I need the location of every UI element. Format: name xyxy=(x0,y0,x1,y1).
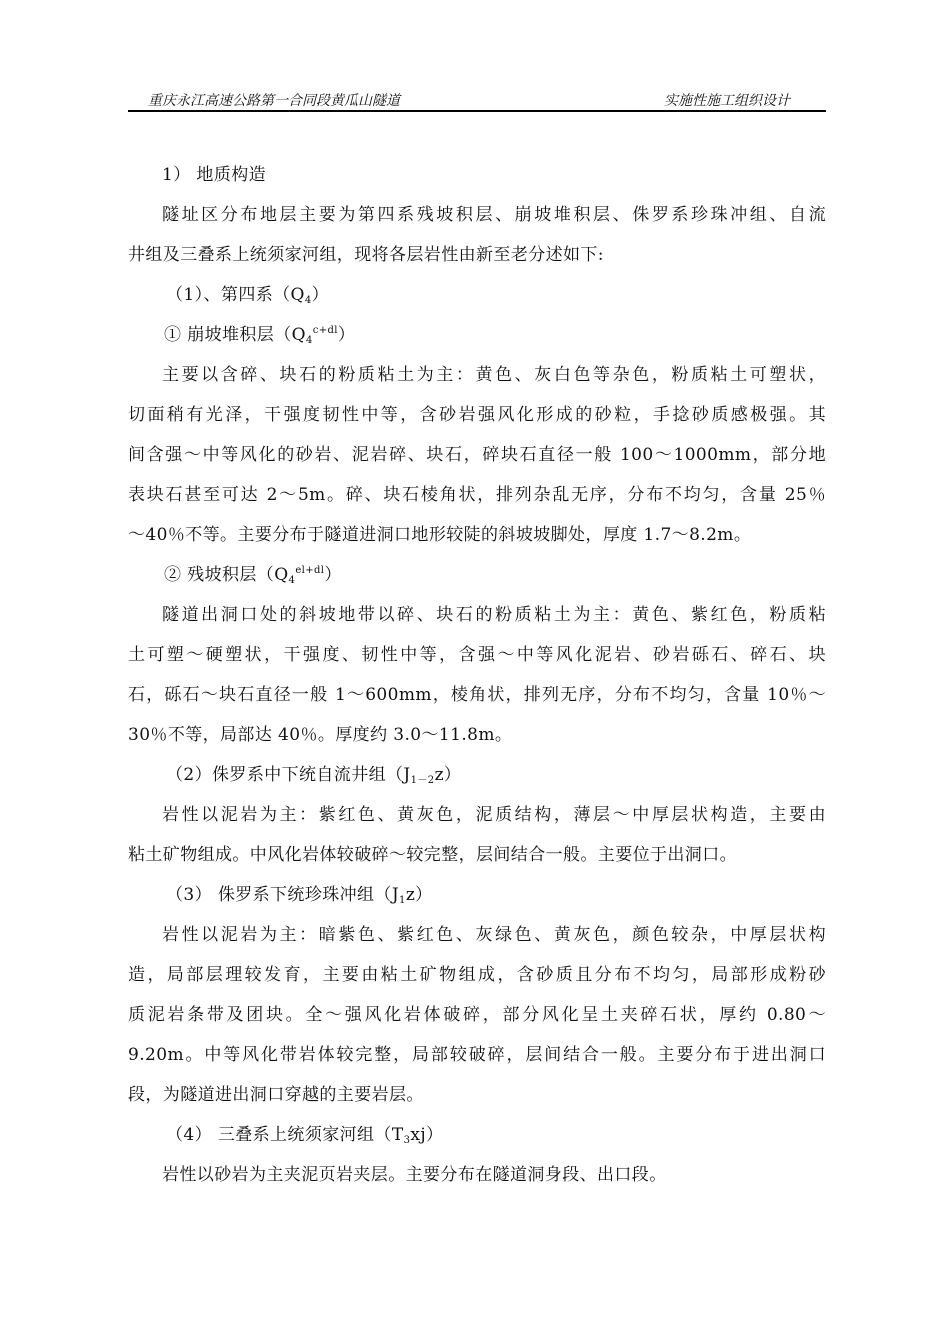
paragraph-line: 切面稍有光泽，干强度韧性中等，含砂岩强风化形成的砂粒，手捻砂质感极强。其 xyxy=(128,405,826,425)
paragraph-line: 间含强～中等风化的砂岩、泥岩碎、块石，碎块石直径一般 100～1000mm，部分地 xyxy=(128,445,826,465)
subsection-eluvium: ② 残坡积层$(Q_4^{el+dl})$ xyxy=(164,565,342,586)
paragraph-line: 30％不等，局部达 40％。厚度约 3.0～11.8m。 xyxy=(128,725,513,745)
paragraph-line: 岩性以泥岩为主：暗紫色、紫红色、灰绿色、黄灰色，颜色较杂，中厚层状构 xyxy=(162,925,826,945)
paragraph-line: 主要以含碎、块石的粉质粘土为主：黄色、灰白色等杂色，粉质粘土可塑状， xyxy=(162,365,826,385)
paragraph-line: 土可塑～硬塑状，干强度、韧性中等，含强～中等风化泥岩、砂岩砾石、碎石、块 xyxy=(128,645,826,665)
header-document-type: 实施性施工组织设计 xyxy=(664,93,790,109)
paragraph-line: 粘土矿物组成。中风化岩体较破碎～较完整，层间结合一般。主要位于出洞口。 xyxy=(128,845,737,865)
paragraph-line: 隧道出洞口处的斜坡地带以碎、块石的粉质粘土为主：黄色、紫红色，粉质粘 xyxy=(162,605,826,625)
header-project-title: 重庆永江高速公路第一合同段黄瓜山隧道 xyxy=(148,93,400,109)
subsection-quaternary: （1）、第四系$(Q_4)$ xyxy=(166,285,330,306)
paragraph-line: 质泥岩条带及团块。全～强风化岩体破碎，部分风化呈土夹碎石状，厚约 0.80～ xyxy=(128,1005,826,1025)
paragraph-line: 石，砾石～块石直径一般 1～600mm，棱角状，排列无序，分布不均匀，含量 10％～ xyxy=(128,685,826,705)
paragraph-line: 岩性以泥岩为主：紫红色、黄灰色，泥质结构，薄层～中厚层状构造，主要由 xyxy=(162,805,826,825)
section-heading: 1） 地质构造 xyxy=(162,165,267,185)
paragraph-line: ～40％不等。主要分布于隧道进洞口地形较陡的斜坡坡脚处，厚度 1.7～8.2m。 xyxy=(128,525,752,545)
intro-line: 隧址区分布地层主要为第四系残坡积层、崩坡堆积层、侏罗系珍珠冲组、自流 xyxy=(162,205,826,225)
paragraph-line: 造，局部层理较发育，主要由粘土矿物组成，含砂质且分布不均匀，局部形成粉砂 xyxy=(128,965,826,985)
subsection-xujiahe: （4） 三叠系上统须家河组$(T_3xj)$ xyxy=(166,1125,444,1146)
page-header xyxy=(128,88,826,112)
paragraph-line: 9.20m。中等风化带岩体较完整，局部较破碎，层间结合一般。主要分布于进出洞口 xyxy=(128,1045,826,1065)
intro-line: 井组及三叠系上统须家河组，现将各层岩性由新至老分述如下: xyxy=(128,245,604,265)
paragraph-line: 表块石甚至可达 2～5m。碎、块石棱角状，排列杂乱无序，分布不均匀，含量 25％ xyxy=(128,485,826,505)
paragraph-line: 段，为隧道进出洞口穿越的主要岩层。 xyxy=(128,1085,424,1105)
subsection-ziliujing: （2）侏罗系中下统自流井组$(J_{1-2}z)$ xyxy=(166,765,462,786)
subsection-zhenzhuchong: （3） 侏罗系下统珍珠冲组$(J_1z)$ xyxy=(166,885,433,906)
subsection-colluvium: ① 崩坡堆积层$(Q_4^{c+dl})$ xyxy=(164,325,356,346)
paragraph-line: 岩性以砂岩为主夹泥页岩夹层。主要分布在隧道洞身段、出口段。 xyxy=(162,1165,667,1185)
